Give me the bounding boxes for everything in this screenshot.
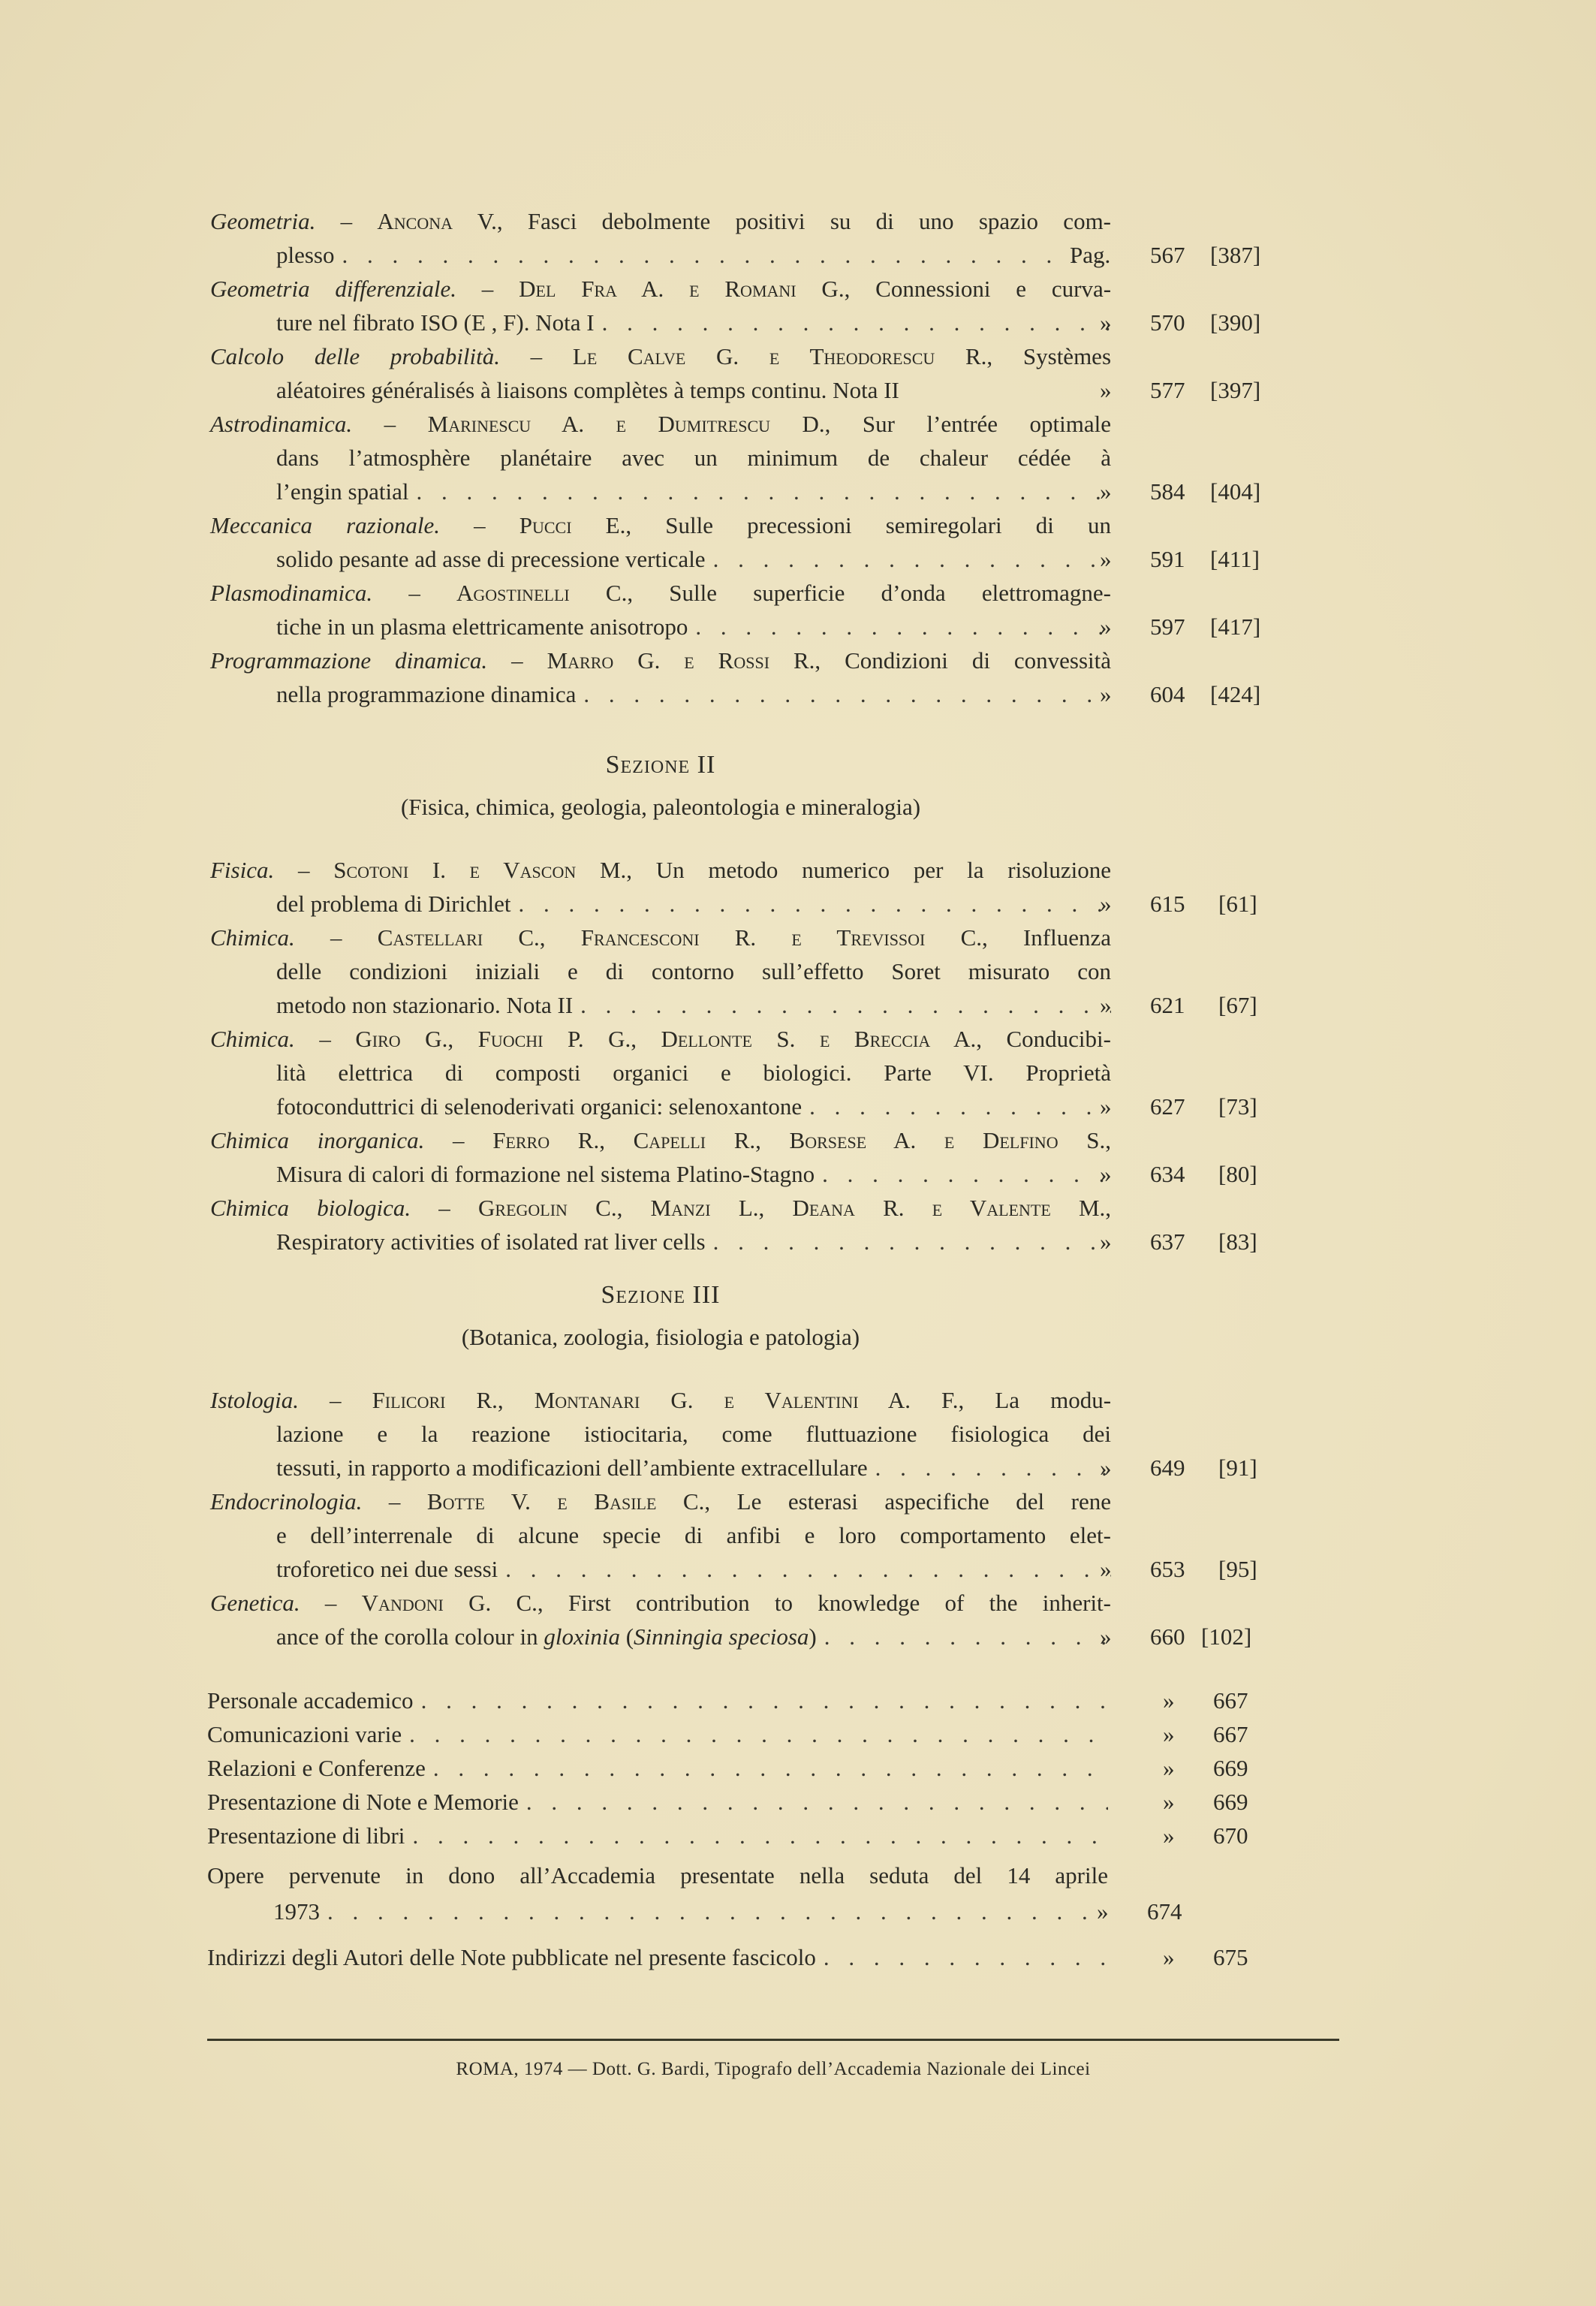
- section-subtitle: (Botanica, zoologia, fisiologia e patologia): [461, 1324, 860, 1350]
- original-page: [424]: [1210, 681, 1261, 707]
- entry-title: Influenza: [1022, 924, 1112, 951]
- page-number: 660: [1150, 1623, 1185, 1650]
- dash: –: [499, 343, 573, 369]
- entry-category: Chimica.: [210, 1026, 295, 1052]
- section-3-entries: [210, 1383, 1336, 1653]
- toc-entry[interactable]: [210, 204, 1336, 272]
- page-number: 567: [1150, 242, 1185, 268]
- dash: –: [362, 1488, 427, 1515]
- original-page: [417]: [1210, 613, 1261, 640]
- page-number: 621: [1150, 992, 1185, 1018]
- page-marker: »: [1163, 1721, 1175, 1747]
- entry-title-cont: l’engin spatial: [276, 478, 409, 505]
- entry-title: Condizioni di convessità: [845, 647, 1112, 674]
- entry-title-cont: e dell’interrenale di alcune specie di anfibi e loro comportamento elet-: [276, 1522, 1111, 1548]
- original-page: [83]: [1218, 1228, 1257, 1255]
- entry-authors: Agostinelli C.,: [456, 580, 634, 606]
- entry-label-cont: 1973: [273, 1898, 320, 1925]
- original-page: [411]: [1210, 546, 1260, 572]
- leader-dots: [824, 1940, 1108, 1974]
- page-marker: »: [1100, 1454, 1112, 1481]
- toc-entry[interactable]: [210, 407, 1336, 508]
- page-marker: »: [1100, 1623, 1112, 1650]
- toc-entry[interactable]: [210, 1022, 1336, 1123]
- toc-entry[interactable]: [207, 1858, 1333, 1931]
- page-number: 615: [1150, 891, 1185, 917]
- toc-entry[interactable]: [210, 1383, 1336, 1485]
- leader-dots: [412, 1819, 1108, 1852]
- entry-label: Personale accademico: [207, 1687, 414, 1714]
- toc-entry[interactable]: [210, 853, 1336, 921]
- toc-entry[interactable]: [207, 1819, 1248, 1852]
- entry-category: Astrodinamica.: [210, 411, 353, 437]
- original-page: [387]: [1210, 242, 1261, 268]
- entry-title-cont: tiche in un plasma elettricamente anisotropo: [276, 613, 688, 640]
- page-marker: »: [1100, 1161, 1112, 1187]
- entry-title-cont: ture nel fibrato ISO (E , F). Nota I: [276, 309, 595, 336]
- page-marker: »: [1100, 1093, 1112, 1120]
- page-number: 675: [1213, 1944, 1248, 1970]
- toc-entry[interactable]: [210, 921, 1336, 1022]
- entry-category: Genetica.: [210, 1590, 300, 1616]
- entry-category: Geometria.: [210, 208, 316, 234]
- title-italic: Sinningia speciosa: [634, 1623, 809, 1650]
- page-marker: »: [1163, 1755, 1175, 1781]
- page-number: 604: [1150, 681, 1185, 707]
- leader-dots: [809, 1090, 1111, 1123]
- leader-dots: [526, 1785, 1108, 1819]
- entry-authors: Giro G., Fuochi P. G., Dellonte S. e Breccia A.,: [355, 1026, 982, 1052]
- page-number: 674: [1147, 1898, 1182, 1925]
- page-marker: »: [1100, 309, 1112, 336]
- toc-entry[interactable]: [210, 1123, 1336, 1191]
- toc-entry[interactable]: [207, 1684, 1248, 1717]
- toc-entry[interactable]: [207, 1785, 1248, 1819]
- title-italic: gloxinia: [544, 1623, 620, 1650]
- footer-rule: [207, 2039, 1339, 2041]
- entry-title-cont: lità elettrica di composti organici e biologici. Parte VI. Proprietà: [276, 1060, 1111, 1086]
- leader-dots: [602, 306, 1111, 339]
- entry-title-cont: lazione e la reazione istiocitaria, come fluttuazione fisiologica dei: [276, 1421, 1111, 1447]
- leader-dots: [327, 1892, 1108, 1931]
- section-2-entries: [210, 853, 1336, 1259]
- entry-category: Calcolo delle probabilità.: [210, 343, 500, 369]
- entry-category: Fisica.: [210, 857, 275, 883]
- dash: –: [294, 1026, 356, 1052]
- entry-title-cont: metodo non stazionario. Nota II: [276, 992, 574, 1018]
- page-number: 670: [1213, 1822, 1248, 1849]
- entry-title: First contribution to knowledge of the inherit-: [568, 1590, 1111, 1616]
- entry-authors: Le Calve G. e Theodorescu R.,: [572, 343, 993, 369]
- entry-title-cont: tessuti, in rapporto a modificazioni dell’ambiente extracellulare: [276, 1454, 868, 1481]
- entry-label: Opere pervenute in dono all’Accademia presentate nella seduta del 14 aprile: [207, 1862, 1108, 1889]
- entry-category: Meccanica razionale.: [210, 512, 440, 538]
- page-number: 597: [1150, 613, 1185, 640]
- page-marker: »: [1163, 1687, 1175, 1714]
- dash: –: [294, 924, 378, 951]
- leader-dots: [433, 1751, 1108, 1785]
- page-number: 570: [1150, 309, 1185, 336]
- leader-dots: [409, 1717, 1108, 1751]
- dash: –: [315, 208, 378, 234]
- toc-entry[interactable]: [210, 339, 1336, 407]
- title-text: ): [809, 1623, 817, 1650]
- leader-dots: [580, 988, 1111, 1022]
- section-heading: Sezione III: [601, 1281, 721, 1309]
- section-1-entries: [210, 204, 1336, 711]
- toc-entry[interactable]: [207, 1940, 1248, 1974]
- leader-dots: [822, 1157, 1111, 1191]
- dash: –: [439, 512, 519, 538]
- entry-authors: Del Fra A. e Romani G.,: [519, 276, 851, 302]
- original-page: [102]: [1201, 1623, 1252, 1650]
- page-marker: »: [1100, 891, 1112, 917]
- page-marker: »: [1100, 478, 1112, 505]
- entry-title: Le esterasi aspecifiche del rene: [736, 1488, 1112, 1515]
- entry-category: Chimica.: [210, 924, 295, 951]
- dash: –: [372, 580, 457, 606]
- pag-label: Pag.: [1070, 242, 1111, 268]
- toc-entry[interactable]: [207, 1751, 1248, 1785]
- page-marker: »: [1100, 1228, 1112, 1255]
- leader-dots: [505, 1552, 1111, 1586]
- dash: –: [298, 1387, 372, 1413]
- title-text: ance of the corolla colour in: [276, 1623, 544, 1650]
- entry-title: Systèmes: [1022, 343, 1112, 369]
- entry-authors: Pucci E.,: [519, 512, 632, 538]
- entry-title-cont: delle condizioni iniziali e di contorno sull’effetto Soret misurato con: [276, 958, 1111, 984]
- page-number: 627: [1150, 1093, 1185, 1120]
- toc-entry[interactable]: [210, 1586, 1336, 1653]
- page-number: 667: [1213, 1721, 1248, 1747]
- entry-category: Geometria differenziale.: [210, 276, 456, 302]
- entry-authors: Castellari C., Francesconi R. e Trevissoi C.,: [377, 924, 988, 951]
- dash: –: [424, 1127, 493, 1153]
- original-page: [397]: [1210, 377, 1261, 403]
- leader-dots: [695, 610, 1111, 644]
- leader-dots: [875, 1451, 1111, 1485]
- page-number: 669: [1213, 1755, 1248, 1781]
- entry-authors: Marro G. e Rossi R.,: [547, 647, 821, 674]
- entry-label: Presentazione di Note e Memorie: [207, 1789, 519, 1815]
- toc-entry[interactable]: [210, 576, 1336, 644]
- dash: –: [487, 647, 547, 674]
- entry-title-cont: nella programmazione dinamica: [276, 681, 577, 707]
- misc-entries: [207, 1684, 1333, 1974]
- entry-authors: Scotoni I. e Vascon M.,: [333, 857, 633, 883]
- original-page: [73]: [1218, 1093, 1257, 1120]
- entry-title: Sulle precessioni semiregolari di un: [665, 512, 1112, 538]
- toc-entry[interactable]: [210, 644, 1336, 711]
- title-text: (: [619, 1623, 634, 1650]
- leader-dots: [583, 677, 1111, 711]
- toc-entry[interactable]: [210, 272, 1336, 339]
- leader-dots: [421, 1684, 1108, 1717]
- page-marker: »: [1100, 546, 1112, 572]
- dash: –: [411, 1195, 479, 1221]
- page-marker: »: [1100, 1556, 1112, 1582]
- entry-category: Chimica biologica.: [210, 1195, 411, 1221]
- leader-dots: [713, 542, 1111, 576]
- page-marker: »: [1100, 377, 1112, 403]
- entry-authors: Gregolin C., Manzi L., Deana R. e Valente M.,: [478, 1195, 1112, 1221]
- original-page: [404]: [1210, 478, 1261, 505]
- entry-title-cont: [276, 1620, 817, 1653]
- entry-title-cont: fotoconduttrici di selenoderivati organici: selenoxantone: [276, 1093, 803, 1120]
- entry-title-cont: dans l’atmosphère planétaire avec un minimum de chaleur cédée à: [276, 445, 1111, 471]
- entry-title: Conducibi-: [1006, 1026, 1111, 1052]
- dash: –: [274, 857, 334, 883]
- entry-authors: Vandoni G. C.,: [361, 1590, 544, 1616]
- entry-category: Istologia.: [210, 1387, 299, 1413]
- page-number: 577: [1150, 377, 1185, 403]
- dash: –: [300, 1590, 362, 1616]
- section-subtitle: (Fisica, chimica, geologia, paleontologia e mineralogia): [400, 794, 921, 820]
- page-number: 591: [1150, 546, 1185, 572]
- original-page: [80]: [1218, 1161, 1257, 1187]
- toc-entry[interactable]: [207, 1717, 1248, 1751]
- entry-category: Chimica inorganica.: [210, 1127, 425, 1153]
- entry-authors: Marinescu A. e Dumitrescu D.,: [427, 411, 831, 437]
- entry-title-cont: plesso: [276, 242, 335, 268]
- page-number: 669: [1213, 1789, 1248, 1815]
- page-number: 649: [1150, 1454, 1185, 1481]
- page-marker: »: [1097, 1898, 1109, 1925]
- leader-dots: [342, 238, 1112, 272]
- entry-title: La modu-: [995, 1387, 1112, 1413]
- entry-category: Plasmodinamica.: [210, 580, 373, 606]
- entry-label: Indirizzi degli Autori delle Note pubblicate nel presente fascicolo: [207, 1944, 816, 1970]
- entry-authors: Filicori R., Montanari G. e Valentini A. F.,: [372, 1387, 965, 1413]
- dash: –: [456, 276, 519, 302]
- page-number: 667: [1213, 1687, 1248, 1714]
- page-marker: »: [1163, 1944, 1175, 1970]
- entry-label: Comunicazioni varie: [207, 1721, 402, 1747]
- toc-entry[interactable]: [210, 1191, 1336, 1259]
- entry-title: Un metodo numerico per la risoluzione: [655, 857, 1112, 883]
- leader-dots: [518, 887, 1111, 921]
- entry-title: Connessioni e curva-: [875, 276, 1112, 302]
- imprint: ROMA, 1974 — Dott. G. Bardi, Tipografo dell’Accademia Nazionale dei Lincei: [456, 2059, 1091, 2079]
- entry-title: Sur l’entrée optimale: [862, 411, 1112, 437]
- original-page: [95]: [1218, 1556, 1257, 1582]
- entry-title: Sulle superficie d’onda elettromagne-: [669, 580, 1112, 606]
- page-number: 634: [1150, 1161, 1185, 1187]
- page-marker: »: [1100, 613, 1112, 640]
- leader-dots: [824, 1620, 1111, 1653]
- page-marker: »: [1163, 1789, 1175, 1815]
- dash: –: [352, 411, 428, 437]
- page-marker: »: [1100, 992, 1112, 1018]
- page-marker: »: [1163, 1822, 1175, 1849]
- entry-title-cont: Misura di calori di formazione nel sistema Platino-Stagno: [276, 1161, 815, 1187]
- entry-title: Fasci debolmente positivi su di uno spazio com-: [527, 208, 1112, 234]
- entry-title-cont: troforetico nei due sessi: [276, 1556, 498, 1582]
- original-page: [91]: [1218, 1454, 1257, 1481]
- section-heading: Sezione II: [605, 751, 716, 779]
- entry-label: Presentazione di libri: [207, 1822, 405, 1849]
- toc-entry[interactable]: [210, 508, 1336, 576]
- page-number: 653: [1150, 1556, 1185, 1582]
- original-page: [67]: [1218, 992, 1257, 1018]
- entry-title-cont: del problema di Dirichlet: [276, 891, 511, 917]
- entry-authors: Ferro R., Capelli R., Borsese A. e Delfino S.,: [492, 1127, 1111, 1153]
- entry-category: Endocrinologia.: [210, 1488, 363, 1515]
- leader-dots: [416, 475, 1111, 508]
- page-number: 637: [1150, 1228, 1185, 1255]
- page-marker: »: [1100, 681, 1112, 707]
- original-page: [61]: [1218, 891, 1257, 917]
- entry-title-cont: Respiratory activities of isolated rat liver cells: [276, 1228, 706, 1255]
- entry-authors: Botte V. e Basile C.,: [426, 1488, 711, 1515]
- entry-label: Relazioni e Conferenze: [207, 1755, 426, 1781]
- entry-authors: Ancona V.,: [377, 208, 503, 234]
- entry-title-cont: solido pesante ad asse di precessione verticale: [276, 546, 706, 572]
- toc-entry[interactable]: [210, 1485, 1336, 1586]
- entry-title-cont: aléatoires généralisés à liaisons complètes à temps continu. Nota II: [276, 377, 899, 403]
- entry-category: Programmazione dinamica.: [210, 647, 488, 674]
- page-number: 584: [1150, 478, 1185, 505]
- leader-dots: [713, 1225, 1111, 1259]
- original-page: [390]: [1210, 309, 1261, 336]
